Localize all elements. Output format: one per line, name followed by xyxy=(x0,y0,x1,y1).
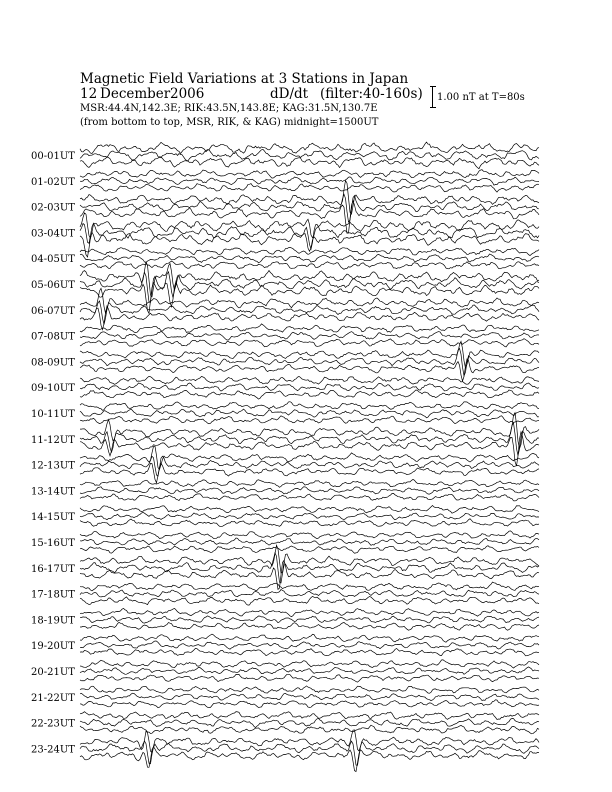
trace-05-06UT-KAG xyxy=(80,262,539,297)
trace-23-24UT-MSR xyxy=(80,747,539,772)
trace-21-22UT-KAG xyxy=(80,686,539,693)
trace-08-09UT-KAG xyxy=(80,341,539,368)
trace-lines xyxy=(80,142,539,771)
trace-13-14UT-RIK xyxy=(80,487,539,494)
trace-09-10UT-KAG xyxy=(80,376,539,384)
row-label-23-24UT: 23-24UT xyxy=(31,744,75,756)
trace-23-24UT-KAG xyxy=(80,730,539,753)
trace-10-11UT-MSR xyxy=(80,416,539,424)
trace-15-16UT-RIK xyxy=(80,538,539,545)
trace-19-20UT-MSR xyxy=(80,648,539,656)
trace-10-11UT-KAG xyxy=(80,402,539,411)
scale-label: 1.00 nT at T=80s xyxy=(437,92,525,103)
trace-20-21UT-MSR xyxy=(80,674,539,682)
trace-13-14UT-MSR xyxy=(80,493,539,501)
quantity-label: dD/dt xyxy=(270,86,309,102)
row-label-07-08UT: 07-08UT xyxy=(31,331,75,343)
trace-22-23UT-RIK xyxy=(80,718,539,727)
row-label-06-07UT: 06-07UT xyxy=(31,305,75,317)
row-label-09-10UT: 09-10UT xyxy=(31,383,75,395)
row-label-03-04UT: 03-04UT xyxy=(31,228,75,240)
chart-title: Magnetic Field Variations at 3 Stations in Japan xyxy=(80,71,409,87)
row-label-18-19UT: 18-19UT xyxy=(31,615,75,627)
stations-info: MSR:44.4N,142.3E; RIK:43.5N,143.8E; KAG:31.5N,130.7E xyxy=(80,103,378,114)
trace-11-12UT-RIK xyxy=(80,423,539,456)
trace-07-08UT-RIK xyxy=(80,331,539,340)
trace-15-16UT-KAG xyxy=(80,531,539,539)
row-label-19-20UT: 19-20UT xyxy=(31,641,75,653)
trace-18-19UT-MSR xyxy=(80,622,539,630)
trace-18-19UT-KAG xyxy=(80,608,539,616)
row-label-10-11UT: 10-11UT xyxy=(31,409,75,420)
trace-15-16UT-MSR xyxy=(80,546,539,554)
trace-17-18UT-RIK xyxy=(80,590,539,597)
trace-00-01UT-MSR xyxy=(80,157,539,169)
trace-02-03UT-RIK xyxy=(80,194,539,222)
row-label-02-03UT: 02-03UT xyxy=(31,202,75,214)
trace-22-23UT-KAG xyxy=(80,712,539,720)
trace-08-09UT-MSR xyxy=(80,359,539,381)
trace-03-04UT-RIK xyxy=(80,223,539,249)
trace-01-02UT-MSR xyxy=(80,184,539,193)
trace-04-05UT-RIK xyxy=(80,254,539,263)
trace-17-18UT-MSR xyxy=(80,596,539,605)
midnight-note: midnight=1500UT xyxy=(283,117,379,128)
trace-19-20UT-KAG xyxy=(80,634,539,642)
row-label-21-22UT: 21-22UT xyxy=(31,692,75,704)
row-labels xyxy=(31,151,75,755)
filter-label: (filter:40-160s) xyxy=(320,86,423,102)
row-label-05-06UT: 05-06UT xyxy=(31,280,75,291)
row-label-14-15UT: 14-15UT xyxy=(31,512,75,524)
trace-13-14UT-KAG xyxy=(80,479,539,487)
trace-14-15UT-MSR xyxy=(80,519,539,527)
trace-21-22UT-RIK xyxy=(80,693,539,700)
trace-14-15UT-KAG xyxy=(80,506,539,514)
row-label-11-12UT: 11-12UT xyxy=(31,434,75,446)
trace-00-01UT-RIK xyxy=(80,149,539,160)
trace-07-08UT-MSR xyxy=(80,339,539,347)
row-label-17-18UT: 17-18UT xyxy=(31,589,75,601)
trace-12-13UT-KAG xyxy=(80,446,539,469)
trace-11-12UT-KAG xyxy=(80,413,539,449)
trace-16-17UT-RIK xyxy=(80,553,539,583)
row-label-00-01UT: 00-01UT xyxy=(31,151,75,162)
trace-03-04UT-KAG xyxy=(80,213,539,239)
row-label-16-17UT: 16-17UT xyxy=(31,563,75,575)
trace-07-08UT-KAG xyxy=(80,324,539,333)
row-label-04-05UT: 04-05UT xyxy=(31,254,75,266)
date-year: 2006 xyxy=(170,86,205,102)
trace-00-01UT-KAG xyxy=(80,142,539,153)
trace-12-13UT-RIK xyxy=(80,456,539,476)
row-label-08-09UT: 08-09UT xyxy=(31,357,75,369)
trace-19-20UT-RIK xyxy=(80,641,539,649)
trace-21-22UT-MSR xyxy=(80,700,539,708)
trace-09-10UT-MSR xyxy=(80,390,539,399)
scale-bar-icon xyxy=(430,86,436,108)
row-label-20-21UT: 20-21UT xyxy=(31,667,75,678)
trace-04-05UT-MSR xyxy=(80,261,539,269)
date-month: December xyxy=(100,86,171,102)
trace-17-18UT-KAG xyxy=(80,582,539,591)
trace-20-21UT-RIK xyxy=(80,667,539,674)
order-note: (from bottom to top, MSR, RIK, & KAG) xyxy=(80,117,281,128)
date-day: 12 xyxy=(80,86,98,102)
trace-10-11UT-RIK xyxy=(80,409,539,418)
trace-23-24UT-RIK xyxy=(80,741,539,765)
trace-01-02UT-RIK xyxy=(80,177,539,185)
row-label-22-23UT: 22-23UT xyxy=(31,718,75,730)
row-label-13-14UT: 13-14UT xyxy=(31,486,75,498)
trace-22-23UT-MSR xyxy=(80,725,539,734)
trace-16-17UT-MSR xyxy=(80,560,539,589)
trace-09-10UT-RIK xyxy=(80,383,539,391)
trace-18-19UT-RIK xyxy=(80,616,539,623)
row-label-12-13UT: 12-13UT xyxy=(31,460,75,472)
trace-20-21UT-KAG xyxy=(80,660,539,668)
trace-01-02UT-KAG xyxy=(80,170,539,178)
row-label-01-02UT: 01-02UT xyxy=(31,176,75,188)
order-info xyxy=(80,118,378,128)
row-label-15-16UT: 15-16UT xyxy=(31,538,75,549)
